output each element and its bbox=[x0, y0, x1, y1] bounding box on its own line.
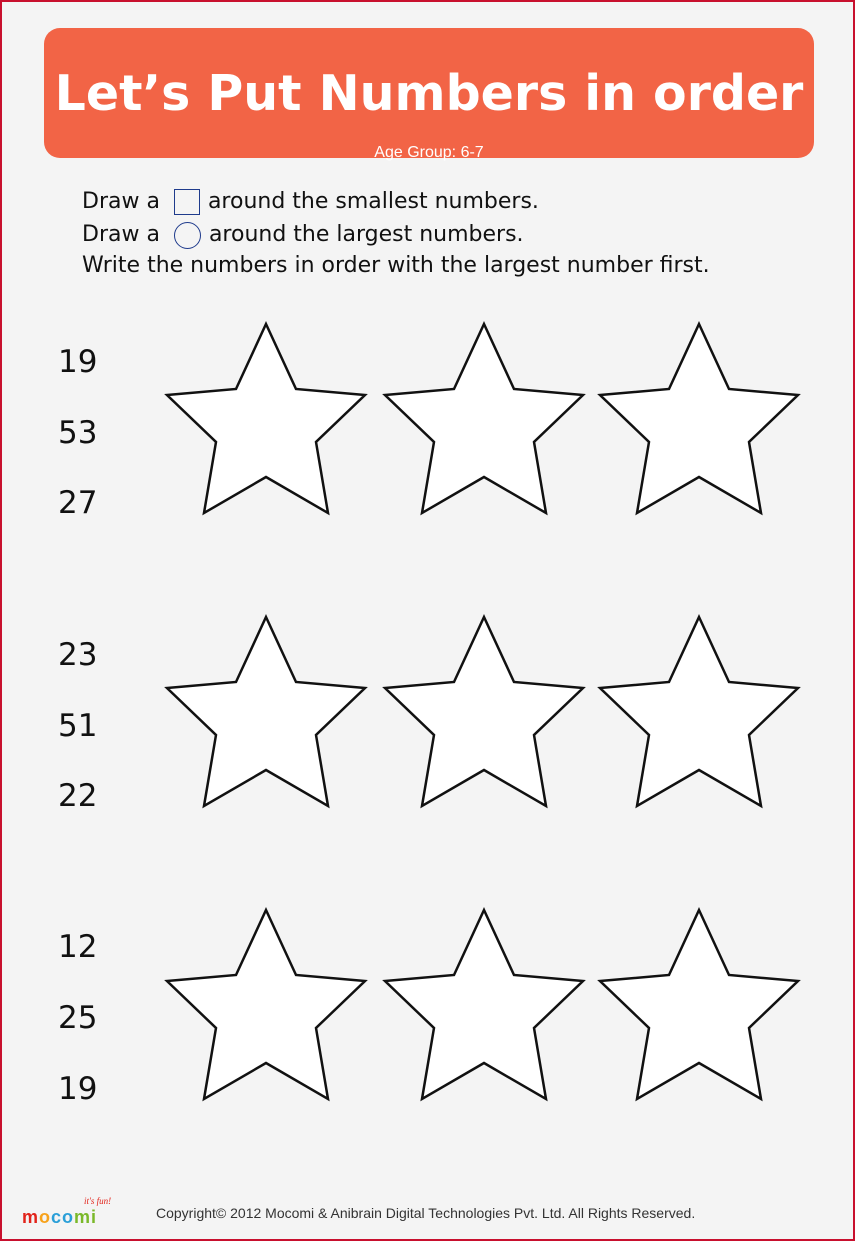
instruction-1-prefix: Draw a bbox=[82, 189, 160, 214]
star-icon-row-3-a[interactable] bbox=[167, 910, 365, 1099]
copyright-notice: Copyright© 2012 Mocomi & Anibrain Digital Technologies Pvt. Ltd. All Rights Reserved. bbox=[156, 1205, 696, 1221]
star-grid bbox=[2, 2, 853, 1239]
page-title: Let’s Put Numbers in order bbox=[54, 65, 804, 122]
mocomi-logo bbox=[22, 1207, 97, 1228]
star-icon-row-2-b[interactable] bbox=[385, 617, 583, 806]
age-group-label: Age Group: 6-7 bbox=[374, 144, 484, 161]
row-3-number-3: 19 bbox=[58, 1071, 98, 1107]
star-icon-row-2-a[interactable] bbox=[167, 617, 365, 806]
logo-part-2: o bbox=[39, 1207, 52, 1227]
row-1-number-3: 27 bbox=[58, 485, 98, 521]
row-2-number-2: 51 bbox=[58, 708, 98, 744]
instruction-2-prefix: Draw a bbox=[82, 222, 160, 247]
star-icon-row-1-b[interactable] bbox=[385, 324, 583, 513]
row-2-number-3: 22 bbox=[58, 778, 98, 814]
star-icon-row-3-b[interactable] bbox=[385, 910, 583, 1099]
logo-part-3: co bbox=[51, 1207, 75, 1227]
row-1-number-2: 53 bbox=[58, 415, 98, 451]
row-2-number-1: 23 bbox=[58, 637, 98, 673]
star-icon-row-2-c[interactable] bbox=[600, 617, 798, 806]
row-3-number-2: 25 bbox=[58, 1000, 98, 1036]
star-icon-row-1-c[interactable] bbox=[600, 324, 798, 513]
row-3-number-1: 12 bbox=[58, 929, 98, 965]
star-icon-row-1-a[interactable] bbox=[167, 324, 365, 513]
star-icon-row-3-c[interactable] bbox=[600, 910, 798, 1099]
logo-tagline: it's fun! bbox=[84, 1196, 112, 1206]
logo-part-4: mi bbox=[74, 1207, 98, 1227]
instruction-line-3: Write the numbers in order with the largest number first. bbox=[82, 253, 710, 278]
instruction-2-suffix: around the largest numbers. bbox=[208, 222, 524, 247]
logo-part-1: m bbox=[22, 1207, 40, 1227]
row-1-number-1: 19 bbox=[58, 344, 98, 380]
instruction-1-suffix: around the smallest numbers. bbox=[207, 189, 539, 214]
